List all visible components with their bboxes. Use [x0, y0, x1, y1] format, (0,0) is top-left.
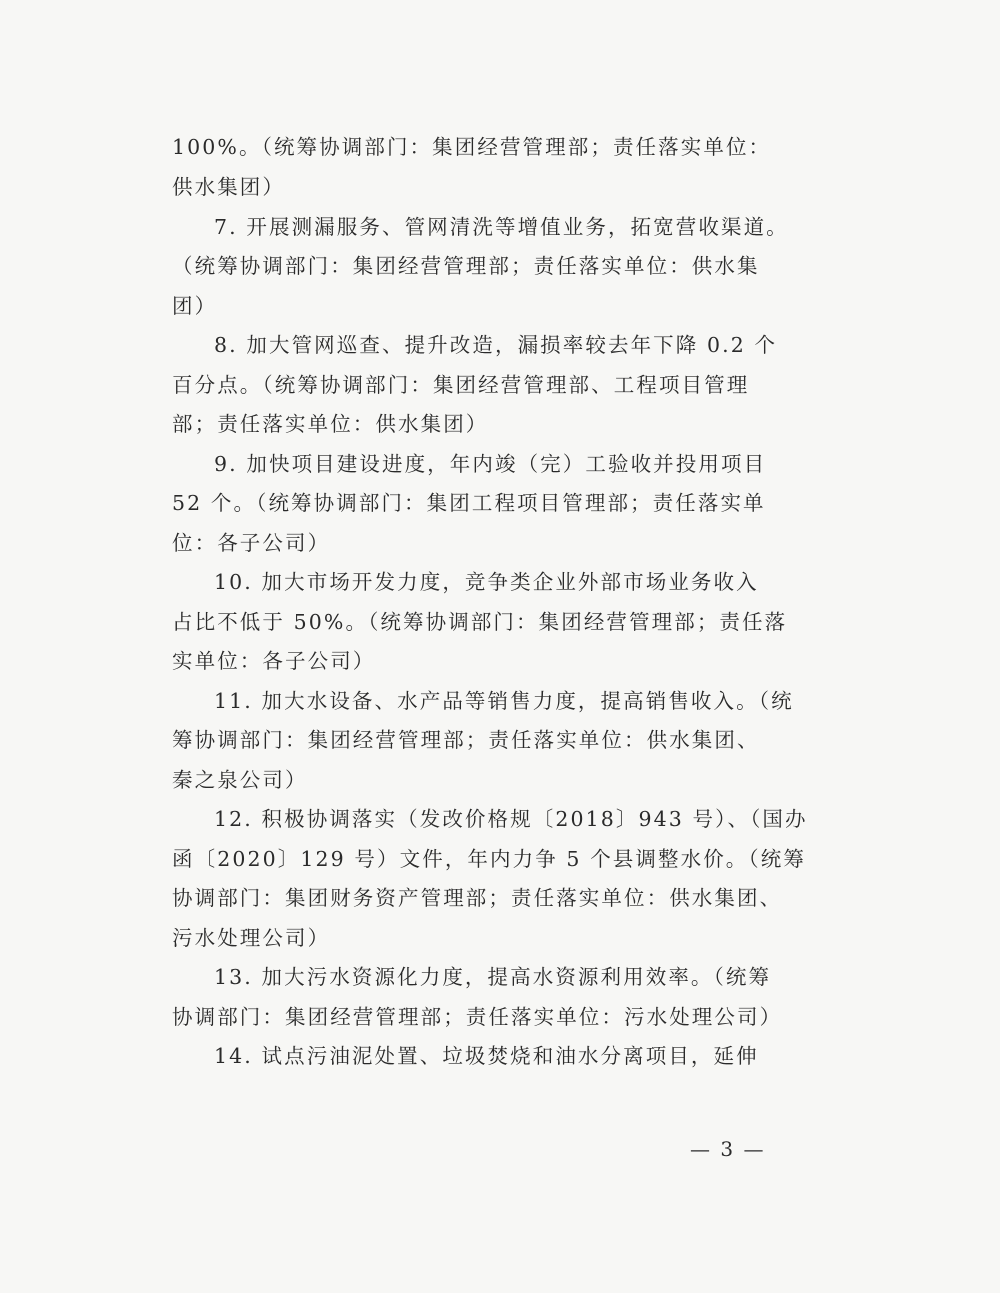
- text-line: 11. 加大水设备、水产品等销售力度，提高销售收入。（统: [214, 689, 794, 713]
- text-line: 位：各子公司）: [172, 531, 331, 555]
- text-line: 9. 加快项目建设进度，年内竣（完）工验收并投用项目: [214, 452, 767, 476]
- text-line: 12. 积极协调落实（发改价格规〔2018〕943 号）、（国办: [214, 807, 808, 831]
- text-line: 团）: [172, 294, 218, 318]
- text-line: （统筹协调部门：集团经营管理部；责任落实单位：供水集: [172, 254, 760, 278]
- text-line: 协调部门：集团经营管理部；责任落实单位：污水处理公司）: [172, 1005, 783, 1029]
- text-line: 筹协调部门：集团经营管理部；责任落实单位：供水集团、: [172, 728, 760, 752]
- text-line: 13. 加大污水资源化力度，提高水资源利用效率。（统筹: [214, 965, 772, 989]
- text-line: 函〔2020〕129 号）文件，年内力争 5 个县调整水价。（统筹: [172, 847, 806, 871]
- text-line: 供水集团）: [172, 175, 285, 199]
- text-line: 实单位：各子公司）: [172, 649, 376, 673]
- text-line: 污水处理公司）: [172, 926, 331, 950]
- text-line: 8. 加大管网巡查、提升改造，漏损率较去年下降 0.2 个: [214, 333, 778, 357]
- page-number: — 3 —: [690, 1137, 766, 1161]
- text-line: 秦之泉公司）: [172, 768, 308, 792]
- text-line: 10. 加大市场开发力度，竞争类企业外部市场业务收入: [214, 570, 759, 594]
- text-line: 14. 试点污油泥处置、垃圾焚烧和油水分离项目，延伸: [214, 1044, 759, 1068]
- text-line: 52 个。（统筹协调部门：集团工程项目管理部；责任落实单: [172, 491, 766, 515]
- text-line: 7. 开展测漏服务、管网清洗等增值业务，拓宽营收渠道。: [214, 215, 789, 239]
- text-line: 部；责任落实单位：供水集团）: [172, 412, 489, 436]
- text-line: 占比不低于 50%。（统筹协调部门：集团经营管理部；责任落: [172, 610, 788, 634]
- text-line: 100%。（统筹协调部门：集团经营管理部；责任落实单位：: [172, 135, 772, 159]
- text-line: 协调部门：集团财务资产管理部；责任落实单位：供水集团、: [172, 886, 783, 910]
- text-line: 百分点。（统筹协调部门：集团经营管理部、工程项目管理: [172, 373, 750, 397]
